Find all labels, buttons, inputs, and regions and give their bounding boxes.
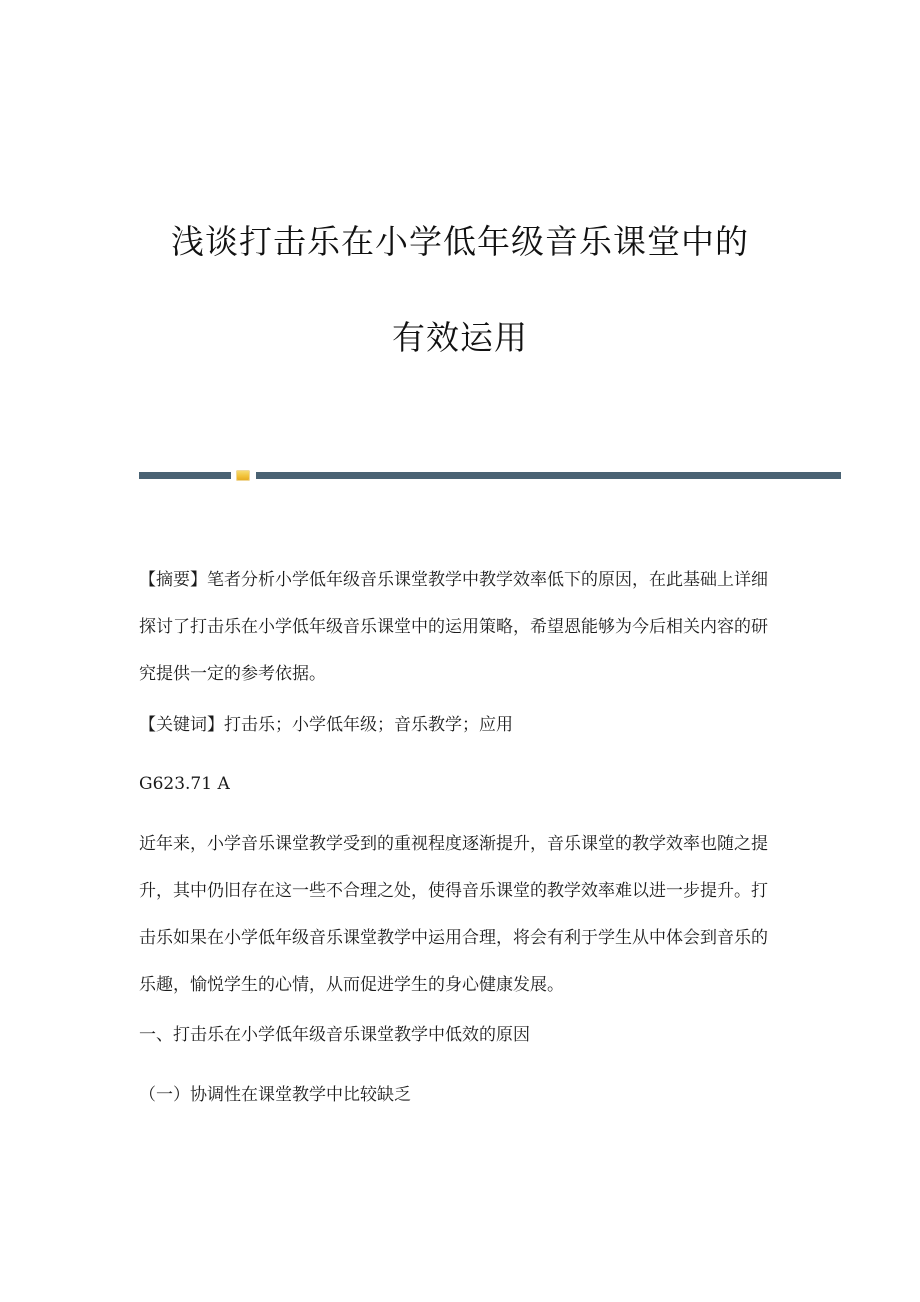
keywords-paragraph — [139, 702, 779, 749]
divider-ornament-icon — [236, 470, 250, 481]
subsection-heading-text: （一）协调性在课堂教学中比较缺乏 — [139, 1085, 411, 1105]
subsection-heading — [139, 1072, 779, 1119]
classification-text: G623.71 A — [139, 774, 230, 794]
abstract-text: 【摘要】笔者分析小学低年级音乐课堂教学中教学效率低下的原因，在此基础上详细探讨了打击乐在小学低年级音乐课堂中的运用策略，希望恩能够为今后相关内容的研究提供一定的参考依据。 — [139, 570, 768, 684]
divider-bar-left — [139, 472, 231, 479]
keywords-text: 【关键词】打击乐；小学低年级；音乐教学；应用 — [139, 715, 513, 735]
section-heading-text: 一、打击乐在小学低年级音乐课堂教学中低效的原因 — [139, 1025, 530, 1045]
abstract-paragraph — [139, 557, 779, 698]
title-line-1: 浅谈打击乐在小学低年级音乐课堂中的 — [171, 222, 749, 261]
title-line-2: 有效运用 — [392, 318, 528, 357]
title-divider — [139, 470, 841, 482]
intro-paragraph — [139, 821, 779, 1009]
classification-paragraph — [139, 761, 779, 808]
divider-bar-right — [256, 472, 841, 479]
intro-text: 近年来，小学音乐课堂教学受到的重视程度逐渐提升，音乐课堂的教学效率也随之提升，其中仍旧存在这一些不合理之处，使得音乐课堂的教学效率难以进一步提升。打击乐如果在小学低年级音乐课堂教学中运用合理，将会有利于学生从中体会到音乐的乐趣，愉悦学生的心情，从而促进学生的身心健康发展。 — [139, 834, 768, 995]
section-heading — [139, 1012, 779, 1059]
